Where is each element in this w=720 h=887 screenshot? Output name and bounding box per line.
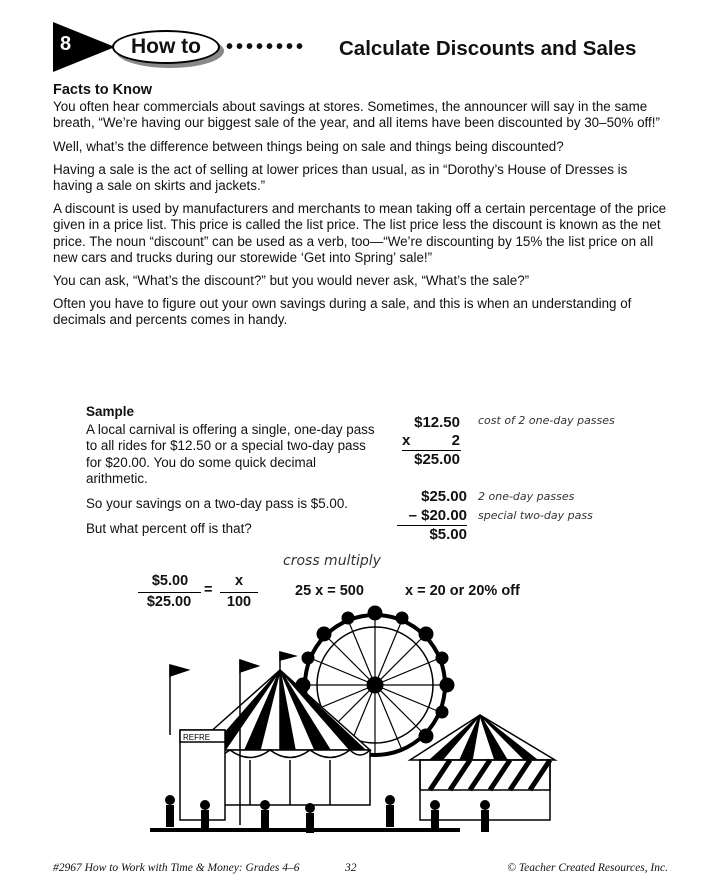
paragraph: Often you have to figure out your own savings during a sale, and this is when an understanding of decimals and percents comes in handy. xyxy=(53,296,632,328)
calc2-result: $5.00 xyxy=(429,526,467,543)
fraction1-bar xyxy=(138,592,201,593)
cross-multiply-label: cross multiply xyxy=(283,553,381,569)
calc1-note: cost of 2 one-day passes xyxy=(478,414,615,427)
fraction1-denominator: $25.00 xyxy=(146,594,192,610)
page-title: Calculate Discounts and Sales xyxy=(339,37,637,60)
sample-paragraph: So your savings on a two-day pass is $5.00. xyxy=(86,496,349,512)
how-to-badge: How to xyxy=(112,30,220,64)
calc1-result: $25.00 xyxy=(414,451,460,468)
footer-copyright: © Teacher Created Resources, Inc. xyxy=(507,862,668,874)
fraction2-denominator: 100 xyxy=(226,594,252,610)
fraction1-numerator: $5.00 xyxy=(151,573,189,589)
sample-paragraph: But what percent off is that? xyxy=(86,521,252,537)
paragraph: Well, what’s the difference between things being on sale and things being discounted? xyxy=(53,138,564,154)
fraction2-bar xyxy=(220,592,258,593)
footer-book-title: #2967 How to Work with Time & Money: Grades 4–6 xyxy=(53,862,300,874)
dot-leader: •••••••• xyxy=(226,36,307,58)
paragraph: A discount is used by manufacturers and merchants to mean taking off a certain percentage of the price given in a price list. This price is called the list price. The list price less the discount is known as the net price. The noun “discount” can be used as a verb, too—“We’re discounting by 15% the list price on all new cars and trucks during our storewide ‘Get into Spring’ sale!” xyxy=(53,201,667,265)
calc2-a: $25.00 xyxy=(421,488,467,505)
calc2-b: – $20.00 xyxy=(408,507,467,524)
calc1-b: 2 xyxy=(451,432,460,449)
cross-step: 25 x = 500 xyxy=(295,583,364,599)
calc2-b-note: special two-day pass xyxy=(478,509,593,522)
paragraph: Having a sale is the act of selling at lower prices than usual, as in “Dorothy’s House of Dresses is having a sale on skirts and jackets.” xyxy=(53,161,628,194)
sample-paragraph: A local carnival is offering a single, one-day pass to all rides for $12.50 or a special two-day pass for $20.00. You do some quick decimal arithmetic. xyxy=(86,422,375,486)
equals-sign: = xyxy=(204,582,213,598)
footer-page-number: 32 xyxy=(345,862,357,874)
cross-answer: x = 20 or 20% off xyxy=(405,583,520,599)
paragraph: You often hear commercials about savings at stores. Sometimes, the announcer will say in the same breath, “We’re having our biggest sale of the year, and all items have been discounted by 30–50% off!” xyxy=(53,99,660,131)
calc1-a: $12.50 xyxy=(414,414,460,431)
facts-section xyxy=(53,82,668,336)
sample-heading: Sample xyxy=(86,404,135,419)
sample-section xyxy=(86,404,376,546)
lesson-number: 8 xyxy=(60,33,72,55)
refreshment-sign: REFRE xyxy=(183,733,211,742)
facts-heading: Facts to Know xyxy=(53,82,153,98)
calc2-a-note: 2 one-day passes xyxy=(478,490,575,503)
paragraph: You can ask, “What’s the discount?” but you would never ask, “What’s the sale?” xyxy=(53,273,530,289)
calc1-op: x xyxy=(402,432,411,449)
fraction2-numerator: x xyxy=(234,573,244,589)
carnival-illustration xyxy=(150,600,560,850)
